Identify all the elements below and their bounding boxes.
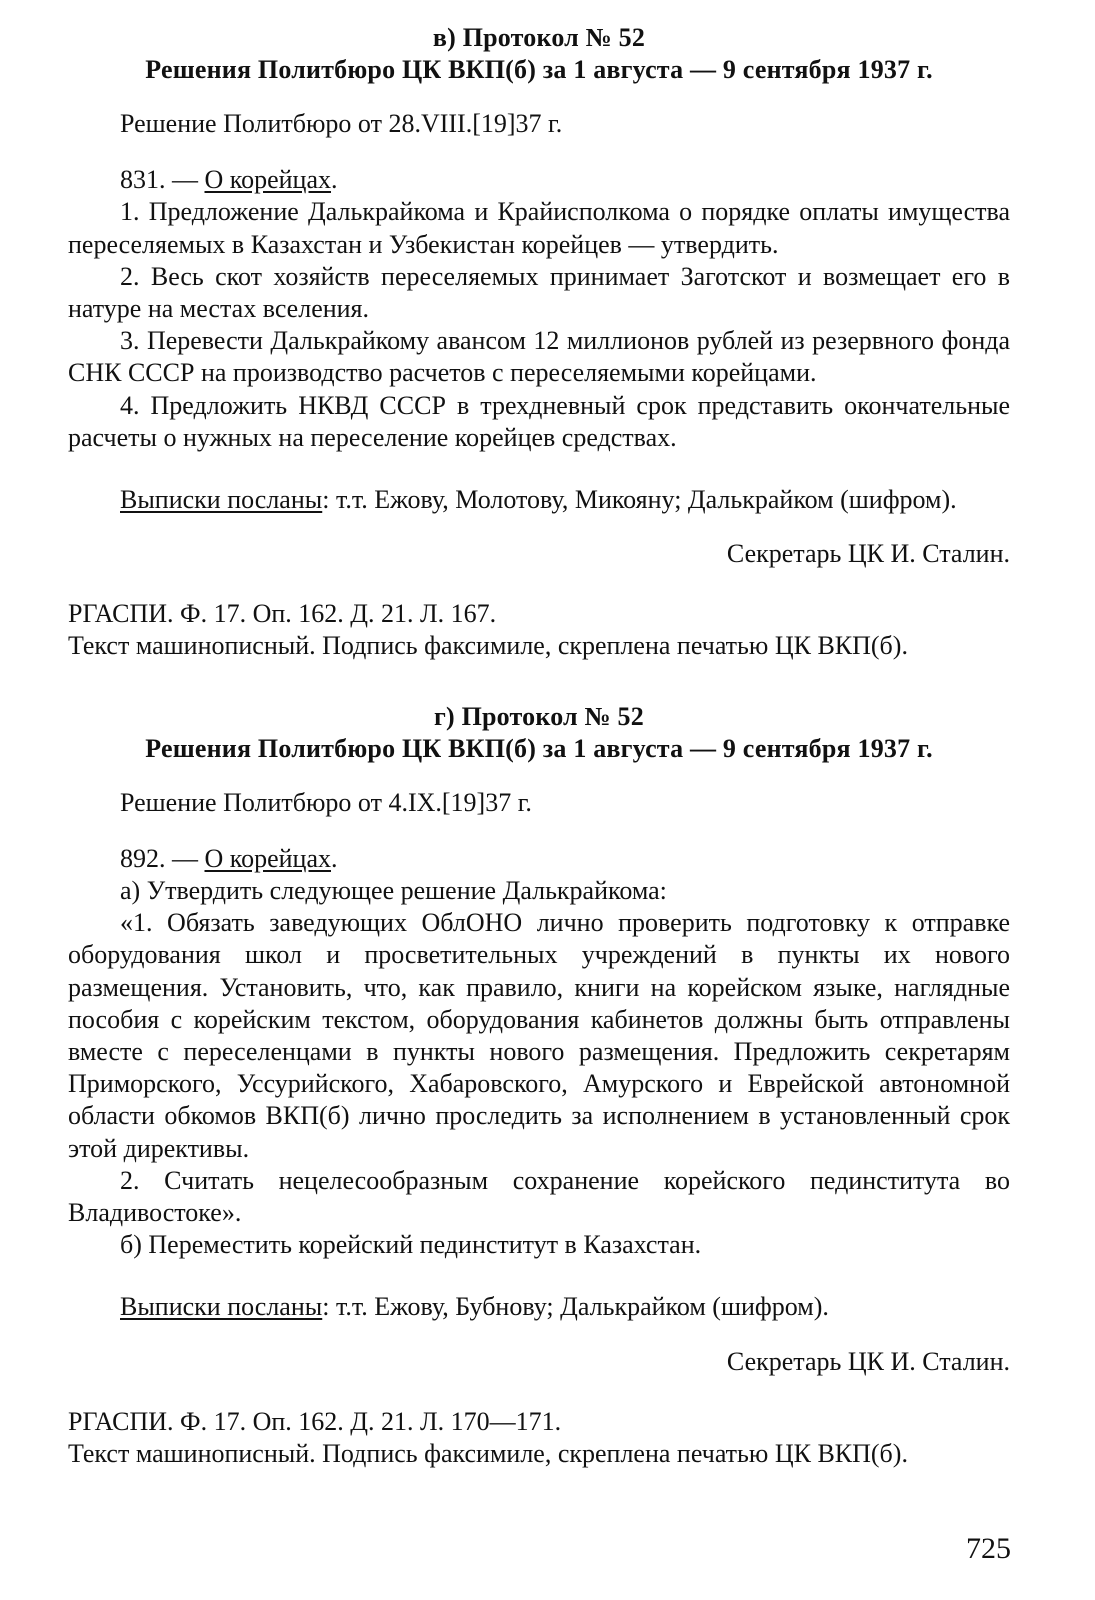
section-v-item-number: 831. —	[120, 165, 205, 195]
section-g-quote-1: «1. Обязать заведующих ОблОНО лично проверить подготовку к отправке оборудования школ и просветительных учреждений в пункты их нового размещения. Установить, что, как правило, книги на корейском языке, наглядные пособия с корейским текстом, оборудования кабинетов должны быть отправлены вместе с переселенцами в пункты нового размещения. Предложить секретарям Приморского, Уссурийского, Хабаровского, Амурского и Еврейской автономной области обкомов ВКП(б) лично проследить за исполнением в установленный срок этой директивы.	[68, 908, 1010, 1163]
section-g-item-number: 892. —	[120, 843, 205, 873]
section-g-archive	[68, 1406, 1010, 1470]
section-v-item-title-end: .	[331, 165, 338, 195]
section-g-signature: Секретарь ЦК И. Сталин.	[726, 1346, 1010, 1376]
section-v-sent-line	[68, 484, 1010, 516]
section-v-archive	[68, 598, 1010, 662]
section-v-sent-label: Выписки посланы	[120, 485, 323, 515]
section-v-point-4: 4. Предложить НКВД СССР в трехдневный срок представить окончательные расчеты о нужных на переселение корейцев средствах.	[68, 390, 1010, 452]
section-v	[68, 22, 1010, 663]
section-v-item-heading	[68, 164, 1010, 196]
section-v-archive-ref: РГАСПИ. Ф. 17. Оп. 162. Д. 21. Л. 167.	[68, 599, 497, 629]
section-g-heading-line2: Решения Политбюро ЦК ВКП(б) за 1 августа — 9 сентября 1937 г.	[145, 733, 933, 763]
section-g-quote-2: 2. Считать нецелесообразным сохранение корейского пединститута во Владивостоке».	[68, 1165, 1010, 1228]
section-g-archive-ref: РГАСПИ. Ф. 17. Оп. 162. Д. 21. Л. 170—171.	[68, 1406, 562, 1436]
section-v-point-2: 2. Весь скот хозяйств переселяемых принимает Заготскот и возмещает его в натуре на местах вселения.	[68, 261, 1010, 324]
section-g-sent-line	[68, 1291, 1010, 1323]
section-v-item-title: О корейцах	[204, 165, 331, 195]
document-page	[68, 22, 1010, 1470]
section-v-sent-text: : т.т. Ежову, Молотову, Микояну; Далькрайком (шифром).	[322, 485, 957, 515]
section-v-decision-date: Решение Политбюро от 28.VIII.[19]37 г.	[120, 109, 563, 138]
section-g-heading-line1: г) Протокол № 52	[434, 701, 644, 731]
section-v-archive-note: Текст машинописный. Подпись факсимиле, скреплена печатью ЦК ВКП(б).	[68, 631, 908, 661]
section-g-item-heading	[68, 843, 1010, 875]
section-g-item-title: О корейцах	[204, 843, 331, 873]
section-g-item-title-end: .	[331, 843, 338, 873]
section-g-point-b: б) Переместить корейский пединститут в Казахстан.	[120, 1230, 702, 1260]
page-number: 725	[966, 1532, 1011, 1565]
section-g-point-a: а) Утвердить следующее решение Далькрайкома:	[120, 876, 667, 906]
section-v-point-1: 1. Предложение Далькрайкома и Крайисполкома о порядке оплаты имущества переселяемых в Казахстан и Узбекистан корейцев — утвердить.	[68, 197, 1010, 259]
section-g-sent-label: Выписки посланы	[120, 1292, 323, 1322]
section-g	[68, 701, 1010, 1470]
section-g-sent-text: : т.т. Ежову, Бубнову; Далькрайком (шифром).	[322, 1292, 829, 1322]
section-v-heading-line2: Решения Политбюро ЦК ВКП(б) за 1 августа — 9 сентября 1937 г.	[145, 55, 933, 84]
section-v-point-3: 3. Перевести Далькрайкому авансом 12 миллионов рублей из резервного фонда СНК СССР на производство расчетов с переселяемыми корейцами.	[68, 326, 1010, 388]
section-g-decision-date: Решение Политбюро от 4.IX.[19]37 г.	[120, 787, 532, 817]
section-v-signature: Секретарь ЦК И. Сталин.	[726, 539, 1010, 569]
section-g-archive-note: Текст машинописный. Подпись факсимиле, скреплена печатью ЦК ВКП(б).	[68, 1438, 908, 1468]
section-v-heading-line1: в) Протокол № 52	[432, 23, 646, 52]
